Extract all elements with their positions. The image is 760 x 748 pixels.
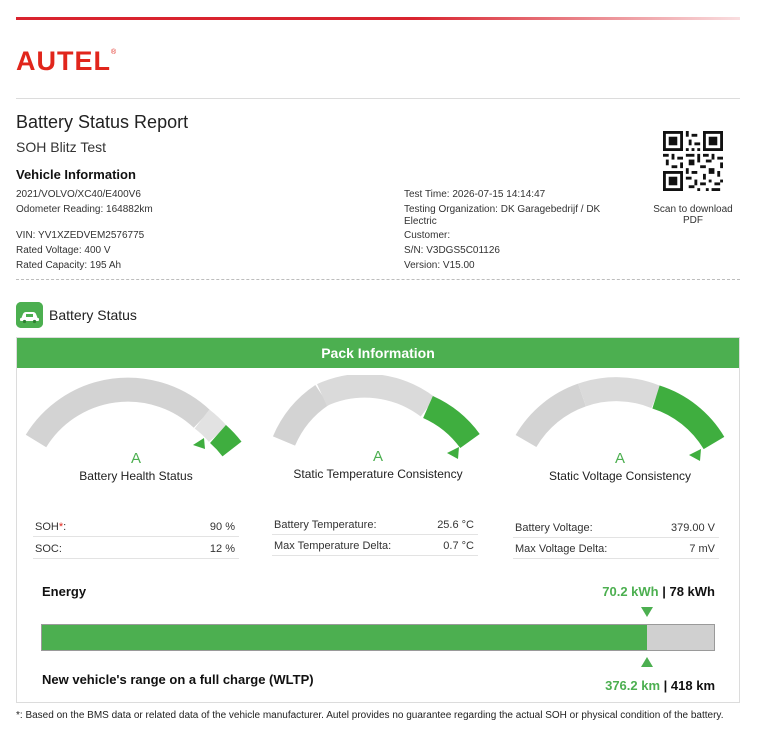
footnote: *: Based on the BMS data or related data of the vehicle manufacturer. Autel provides no guarantee regarding the actual SOH or physical condition of the battery. [16,710,724,721]
vehicle-info-heading: Vehicle Information [16,167,136,182]
temperature-consistency-label: Static Temperature Consistency [293,467,463,481]
battery-voltage-row [513,518,719,538]
max-temperature-delta-row [272,536,478,556]
vehicle-model: 2021/VOLVO/XC40/E400V6 [16,189,141,200]
battery-temperature-value: 25.6 °C [437,519,474,531]
battery-health-gauge [16,375,256,475]
voltage-consistency-grade: A [614,450,626,467]
pack-information-header: Pack Information [17,338,739,368]
battery-voltage-value: 379.00 V [670,522,715,534]
range-value: 376.2 km | 418 km [605,678,715,693]
battery-temperature-key: Battery Temperature: [274,519,377,531]
report-subtitle: SOH Blitz Test [16,139,106,155]
max-temperature-delta-key: Max Temperature Delta: [274,540,392,552]
voltage-consistency-label: Static Voltage Consistency [548,469,692,483]
battery-health-grade: A [130,450,142,467]
battery-car-icon [16,302,43,328]
soc-value: 12 % [209,543,235,555]
report-title: Battery Status Report [16,112,189,132]
max-voltage-delta-row [513,539,719,559]
range-title: New vehicle's range on a full charge (WLTP) [42,672,314,687]
qr-code[interactable] [663,131,723,191]
qr-caption: Scan to download PDF [653,204,733,226]
energy-value: 70.2 kWh | 78 kWh [602,584,715,599]
energy-bar [41,624,715,651]
software-version: Version: V15.00 [404,260,475,271]
energy-marker-icon [641,607,653,617]
test-time: Test Time: 2026-07-15 14:14:47 [404,189,546,200]
soc-row [33,539,239,559]
soh-row [33,517,239,537]
serial-number: S/N: V3DGS5C01126 [404,245,500,256]
soh-key: SOH*: [35,521,67,533]
battery-temperature-row [272,515,478,535]
energy-bar-fill [42,625,647,650]
max-voltage-delta-value: 7 mV [689,543,715,555]
max-voltage-delta-key: Max Voltage Delta: [515,543,608,555]
battery-status-title: Battery Status [49,307,137,323]
battery-voltage-key: Battery Voltage: [515,522,593,534]
voltage-consistency-gauge [500,375,740,475]
vin: VIN: YV1XZEDVEM2576775 [16,230,145,241]
range-marker-icon [641,657,653,667]
temperature-consistency-grade: A [372,448,384,465]
soc-key: SOC: [35,543,62,555]
testing-organization: Testing Organization: DK Garagebedrijf / DK Electric [404,204,601,227]
rated-voltage: Rated Voltage: 400 V [16,245,111,256]
header-accent-line [16,17,740,20]
energy-title: Energy [42,584,87,599]
temperature-consistency-gauge [258,375,498,475]
autel-logo: AUTEL® [16,46,118,76]
battery-health-label: Battery Health Status [79,469,193,483]
header-divider [16,98,740,99]
customer: Customer: [404,230,451,241]
max-temperature-delta-value: 0.7 °C [443,540,474,552]
rated-capacity: Rated Capacity: 195 Ah [16,260,122,271]
section-divider [16,279,740,280]
odometer-reading: Odometer Reading: 164882km [16,204,153,215]
soh-value: 90 % [209,521,235,533]
